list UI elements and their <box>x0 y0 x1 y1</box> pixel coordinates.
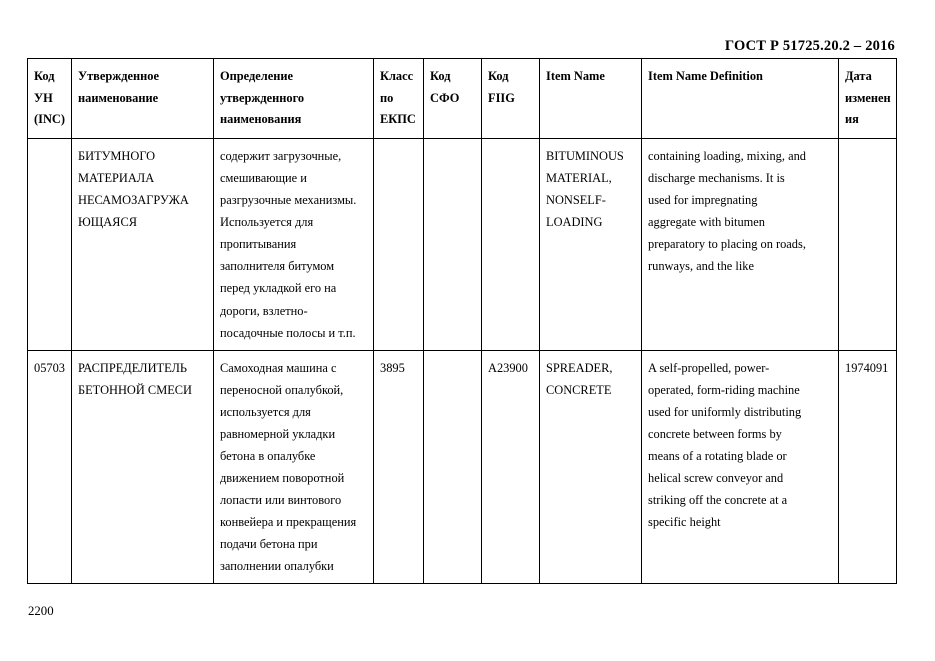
cell-fiig-code: A23900 <box>482 350 540 584</box>
column-header-fiig-code: Код FIIG <box>482 59 540 139</box>
cell-sfo-code <box>424 350 482 584</box>
cell-approved-name: РАСПРЕДЕЛИТЕЛЬ БЕТОННОЙ СМЕСИ <box>72 350 214 584</box>
column-header-sfo-code: Код СФО <box>424 59 482 139</box>
table-row <box>28 139 897 351</box>
column-header-approved-name: Утвержденное наименование <box>72 59 214 139</box>
cell-change-date <box>839 139 897 351</box>
cell-definition: содержит загрузочные, смешивающие и разгрузочные механизмы. Используется для пропитывания заполнителя битумом перед укладкой его на дороги, взлетно- посадочные полосы и т.п. <box>214 139 374 351</box>
cell-item-name: BITUMINOUS MATERIAL, NONSELF- LOADING <box>540 139 642 351</box>
cell-fiig-code <box>482 139 540 351</box>
document-standard-header: ГОСТ Р 51725.20.2 – 2016 <box>724 38 895 54</box>
cell-definition: Самоходная машина с переносной опалубкой, используется для равномерной укладки бетона в опалубке движением поворотной лопасти или винтового конвейера и прекращения подачи бетона при заполнении опалубки <box>214 350 374 584</box>
cell-code-un <box>28 139 72 351</box>
table-header-row <box>28 59 897 139</box>
cell-approved-name: БИТУМНОГО МАТЕРИАЛА НЕСАМОЗАГРУЖА ЮЩАЯСЯ <box>72 139 214 351</box>
cell-ekps-class: 3895 <box>374 350 424 584</box>
column-header-item-name: Item Name <box>540 59 642 139</box>
column-header-change-date: Дата изменен ия <box>839 59 897 139</box>
page-number: 2200 <box>28 604 54 618</box>
cell-ekps-class <box>374 139 424 351</box>
cell-item-name-definition: containing loading, mixing, and discharge mechanisms. It is used for impregnating aggregate with bitumen preparatory to placing on roads, runways, and the like <box>642 139 839 351</box>
column-header-code-un: Код УН (INC) <box>28 59 72 139</box>
column-header-ekps-class: Класс по ЕКПС <box>374 59 424 139</box>
cell-item-name: SPREADER, CONCRETE <box>540 350 642 584</box>
column-header-item-name-definition: Item Name Definition <box>642 59 839 139</box>
cell-sfo-code <box>424 139 482 351</box>
nomenclature-table <box>27 58 897 584</box>
column-header-definition: Определение утвержденного наименования <box>214 59 374 139</box>
cell-change-date: 1974091 <box>839 350 897 584</box>
cell-code-un: 05703 <box>28 350 72 584</box>
cell-item-name-definition: A self-propelled, power- operated, form-riding machine used for uniformly distributing concrete between forms by means of a rotating blade or helical screw conveyor and striking off the concrete at a specific height <box>642 350 839 584</box>
table-row <box>28 350 897 584</box>
